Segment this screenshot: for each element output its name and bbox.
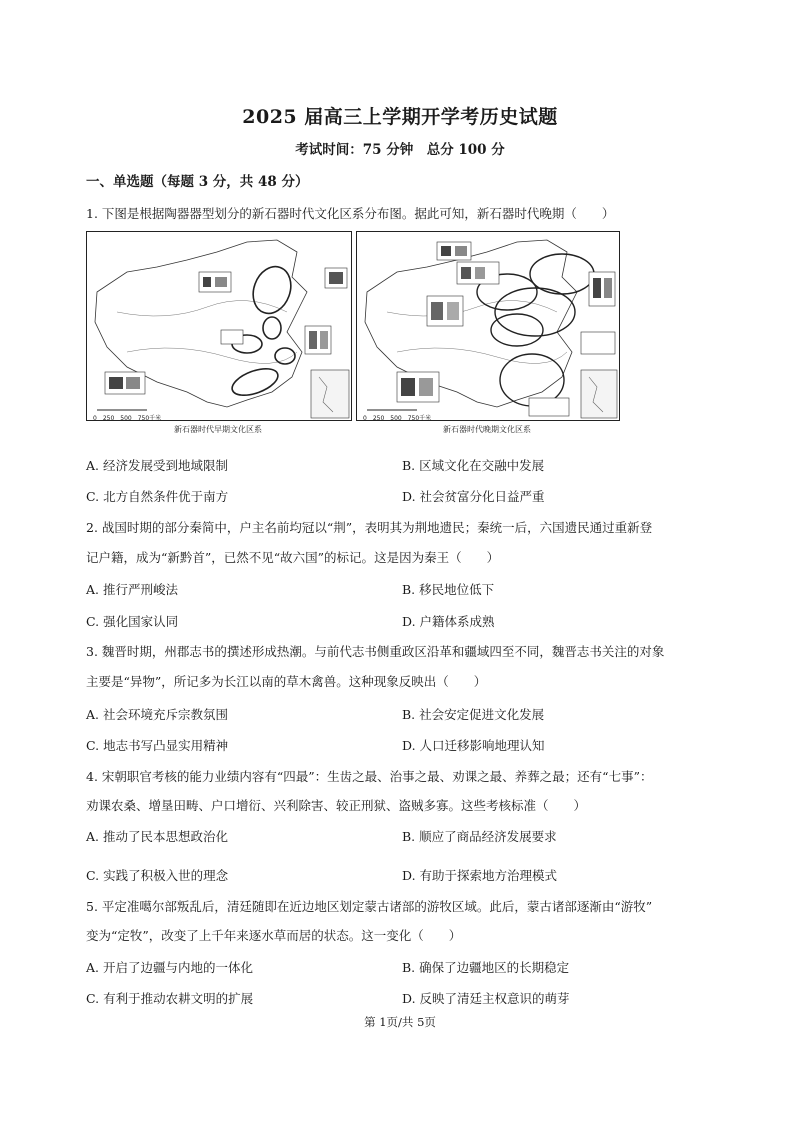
map-late-neolithic [356,231,620,421]
q2-option-a[interactable]: A. 推行严刑峻法 [86,582,178,597]
question-3-stem-line-2: 主要是“异物”，所记多为长江以南的草木禽兽。这种现象反映出（ ） [86,674,487,689]
pottery-image [221,330,243,344]
map-scale: 0 250 500 750千米 [363,415,432,422]
culture-region-ellipse [495,288,575,336]
south-sea-inset [311,370,349,418]
question-5-stem-line-2: 变为“定牧”，改变了上千年来逐水草而居的状态。这一变化（ ） [86,928,462,943]
q1-option-a[interactable]: A. 经济发展受到地域限制 [86,458,228,473]
q1-option-d[interactable]: D. 社会贫富分化日益严重 [402,489,545,504]
exam-title: 2025 届高三上学期开学考历史试题 [242,106,558,128]
q3-option-a[interactable]: A. 社会环境充斥宗教氛围 [86,707,228,722]
q4-option-d[interactable]: D. 有助于探索地方治理模式 [402,868,558,883]
pottery-image [581,332,615,354]
q2-option-c[interactable]: C. 强化国家认同 [86,614,179,629]
pottery-image [529,398,569,416]
q2-option-b[interactable]: B. 移民地位低下 [402,582,495,597]
q3-option-d[interactable]: D. 人口迁移影响地理认知 [402,738,545,753]
q5-option-b[interactable]: B. 确保了边疆地区的长期稳定 [402,960,570,975]
question-4-stem-line-1: 4. 宋朝职官考核的能力业绩内容有“四最”：生齿之最、治事之最、劝课之最、养葬之最；还有“七事”： [86,769,653,784]
q4-option-b[interactable]: B. 顺应了商品经济发展要求 [402,829,557,844]
culture-region-ellipse [491,314,543,346]
q2-option-d[interactable]: D. 户籍体系成熟 [402,614,495,629]
map-caption-left: 新石器时代早期文化区系 [174,425,262,434]
china-map-late [357,232,619,420]
map-caption-right: 新石器时代晚期文化区系 [443,425,531,434]
question-1-stem: 1. 下图是根据陶器器型划分的新石器时代文化区系分布图。据此可知，新石器时代晚期（ ） [86,206,615,221]
question-4-stem-line-2: 劝课农桑、增垦田畴、户口增衍、兴利除害、较正刑狱、盗贼多寡。这些考核标准（ ） [86,798,587,813]
question-2-stem-line-2: 记户籍，成为“新黔首”，已然不见“故六国”的标记。这是因为秦王（ ） [86,550,500,565]
question-5-stem-line-1: 5. 平定准噶尔部叛乱后，清廷随即在近边地区划定蒙古诸部的游牧区域。此后，蒙古诸部逐渐由“游牧” [86,899,653,914]
q4-option-c[interactable]: C. 实践了积极入世的理念 [86,868,229,883]
q1-option-c[interactable]: C. 北方自然条件优于南方 [86,489,229,504]
question-3-stem-line-1: 3. 魏晋时期，州郡志书的撰述形成热潮。与前代志书侧重政区沿革和疆域四至不同，魏晋志书关注的对象 [86,644,665,659]
question-2-stem-line-1: 2. 战国时期的部分秦简中，户主名前均冠以“荆”，表明其为荆地遗民；秦统一后，六国遗民通过重新登 [86,520,653,535]
china-map-early [87,232,351,420]
page-number: 第 1页/共 5页 [364,1015,436,1029]
q3-option-b[interactable]: B. 社会安定促进文化发展 [402,707,545,722]
culture-region-ellipse [247,261,297,318]
q3-option-c[interactable]: C. 地志书写凸显实用精神 [86,738,229,753]
map-early-neolithic [86,231,352,421]
q4-option-a[interactable]: A. 推动了民本思想政治化 [86,829,228,844]
south-sea-inset [581,370,617,418]
q1-option-b[interactable]: B. 区域文化在交融中发展 [402,458,545,473]
map-scale: 0 250 500 750千米 [93,415,162,422]
section-heading: 一、单选题（每题 3 分，共 48 分） [86,174,309,190]
exam-info: 考试时间：75 分钟 总分 100 分 [295,142,505,158]
q5-option-c[interactable]: C. 有利于推动农耕文明的扩展 [86,991,254,1006]
culture-region-ellipse [229,363,282,400]
q5-option-a[interactable]: A. 开启了边疆与内地的一体化 [86,960,253,975]
q5-option-d[interactable]: D. 反映了清廷主权意识的萌芽 [402,991,570,1006]
culture-region-ellipse [263,317,281,339]
